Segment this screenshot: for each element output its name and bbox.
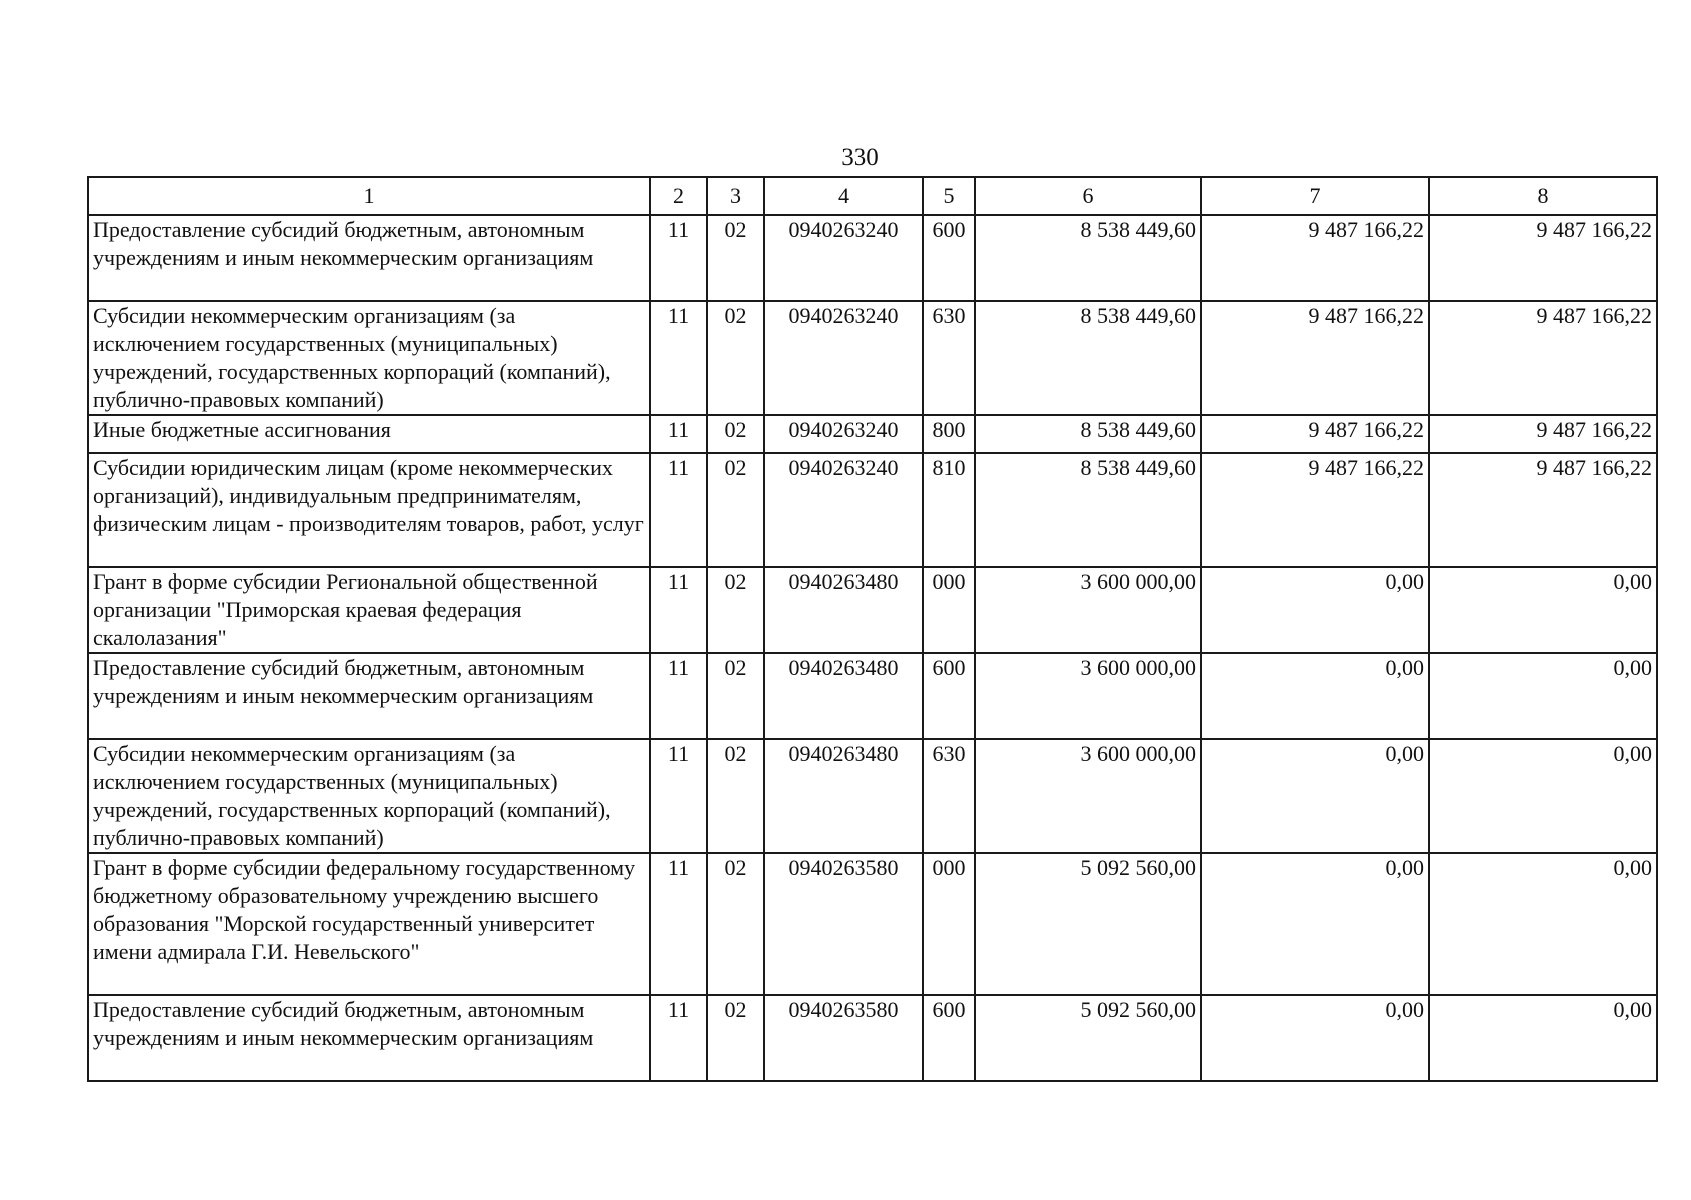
row-target-code: 0940263480 [764,567,923,653]
row-amount-col6: 3 600 000,00 [975,739,1201,853]
row-name: Субсидии некоммерческим организациям (за исключением государственных (муниципальных) учреждений, государственных корпораций (компаний), публично-правовых компаний) [88,739,650,853]
column-header-5: 5 [923,177,975,215]
column-header-6: 6 [975,177,1201,215]
row-amount-col6: 8 538 449,60 [975,415,1201,453]
budget-table [87,176,1658,1082]
table-row [88,995,1657,1081]
row-amount-col7: 9 487 166,22 [1201,453,1429,567]
table-row [88,653,1657,739]
row-subsection-code: 02 [707,739,764,853]
row-section-code: 11 [650,215,707,301]
row-expense-type-code: 000 [923,567,975,653]
row-target-code: 0940263580 [764,853,923,995]
row-section-code: 11 [650,653,707,739]
row-amount-col8: 0,00 [1429,853,1657,995]
row-expense-type-code: 630 [923,301,975,415]
row-amount-col8: 0,00 [1429,567,1657,653]
row-amount-col7: 0,00 [1201,995,1429,1081]
row-subsection-code: 02 [707,567,764,653]
row-expense-type-code: 800 [923,415,975,453]
row-section-code: 11 [650,853,707,995]
row-amount-col8: 9 487 166,22 [1429,215,1657,301]
table-row [88,567,1657,653]
row-name: Предоставление субсидий бюджетным, автономным учреждениям и иным некоммерческим организациям [88,215,650,301]
row-name: Грант в форме субсидии федеральному государственному бюджетному образовательному учреждению высшего образования "Морской государственный университет имени адмирала Г.И. Невельского" [88,853,650,995]
row-section-code: 11 [650,415,707,453]
row-section-code: 11 [650,739,707,853]
row-subsection-code: 02 [707,995,764,1081]
row-amount-col6: 8 538 449,60 [975,301,1201,415]
row-subsection-code: 02 [707,215,764,301]
row-name: Субсидии юридическим лицам (кроме некоммерческих организаций), индивидуальным предпринимателям, физическим лицам - производителям товаров, работ, услуг [88,453,650,567]
row-target-code: 0940263240 [764,453,923,567]
row-amount-col8: 0,00 [1429,653,1657,739]
row-name: Иные бюджетные ассигнования [88,415,650,453]
row-amount-col7: 0,00 [1201,567,1429,653]
row-expense-type-code: 810 [923,453,975,567]
column-header-8: 8 [1429,177,1657,215]
row-amount-col7: 9 487 166,22 [1201,301,1429,415]
row-expense-type-code: 600 [923,653,975,739]
column-header-7: 7 [1201,177,1429,215]
column-header-4: 4 [764,177,923,215]
header-row [88,177,1657,215]
row-amount-col6: 3 600 000,00 [975,653,1201,739]
row-subsection-code: 02 [707,853,764,995]
row-section-code: 11 [650,301,707,415]
row-subsection-code: 02 [707,415,764,453]
row-name: Предоставление субсидий бюджетным, автономным учреждениям и иным некоммерческим организациям [88,995,650,1081]
table-row [88,415,1657,453]
row-amount-col6: 8 538 449,60 [975,215,1201,301]
table-row [88,739,1657,853]
row-target-code: 0940263480 [764,739,923,853]
table-row [88,853,1657,995]
row-amount-col8: 9 487 166,22 [1429,301,1657,415]
row-target-code: 0940263240 [764,415,923,453]
table-row [88,453,1657,567]
row-amount-col7: 0,00 [1201,853,1429,995]
row-amount-col8: 9 487 166,22 [1429,453,1657,567]
row-amount-col6: 5 092 560,00 [975,995,1201,1081]
row-section-code: 11 [650,995,707,1081]
row-amount-col6: 3 600 000,00 [975,567,1201,653]
row-name: Субсидии некоммерческим организациям (за исключением государственных (муниципальных) учреждений, государственных корпораций (компаний), публично-правовых компаний) [88,301,650,415]
page-number: 330 [841,144,879,171]
row-subsection-code: 02 [707,301,764,415]
row-amount-col7: 0,00 [1201,653,1429,739]
row-target-code: 0940263580 [764,995,923,1081]
row-amount-col8: 0,00 [1429,739,1657,853]
row-amount-col6: 5 092 560,00 [975,853,1201,995]
row-amount-col7: 0,00 [1201,739,1429,853]
row-section-code: 11 [650,453,707,567]
row-expense-type-code: 600 [923,215,975,301]
column-header-2: 2 [650,177,707,215]
row-name: Предоставление субсидий бюджетным, автономным учреждениям и иным некоммерческим организациям [88,653,650,739]
row-target-code: 0940263240 [764,215,923,301]
column-header-3: 3 [707,177,764,215]
row-amount-col6: 8 538 449,60 [975,453,1201,567]
table-row [88,301,1657,415]
row-target-code: 0940263480 [764,653,923,739]
row-expense-type-code: 630 [923,739,975,853]
row-amount-col7: 9 487 166,22 [1201,415,1429,453]
row-target-code: 0940263240 [764,301,923,415]
table-row [88,215,1657,301]
row-name: Грант в форме субсидии Региональной общественной организации "Приморская краевая федерация скалолазания" [88,567,650,653]
row-subsection-code: 02 [707,653,764,739]
row-section-code: 11 [650,567,707,653]
row-expense-type-code: 000 [923,853,975,995]
column-header-1: 1 [88,177,650,215]
row-amount-col7: 9 487 166,22 [1201,215,1429,301]
row-expense-type-code: 600 [923,995,975,1081]
row-amount-col8: 0,00 [1429,995,1657,1081]
row-subsection-code: 02 [707,453,764,567]
row-amount-col8: 9 487 166,22 [1429,415,1657,453]
